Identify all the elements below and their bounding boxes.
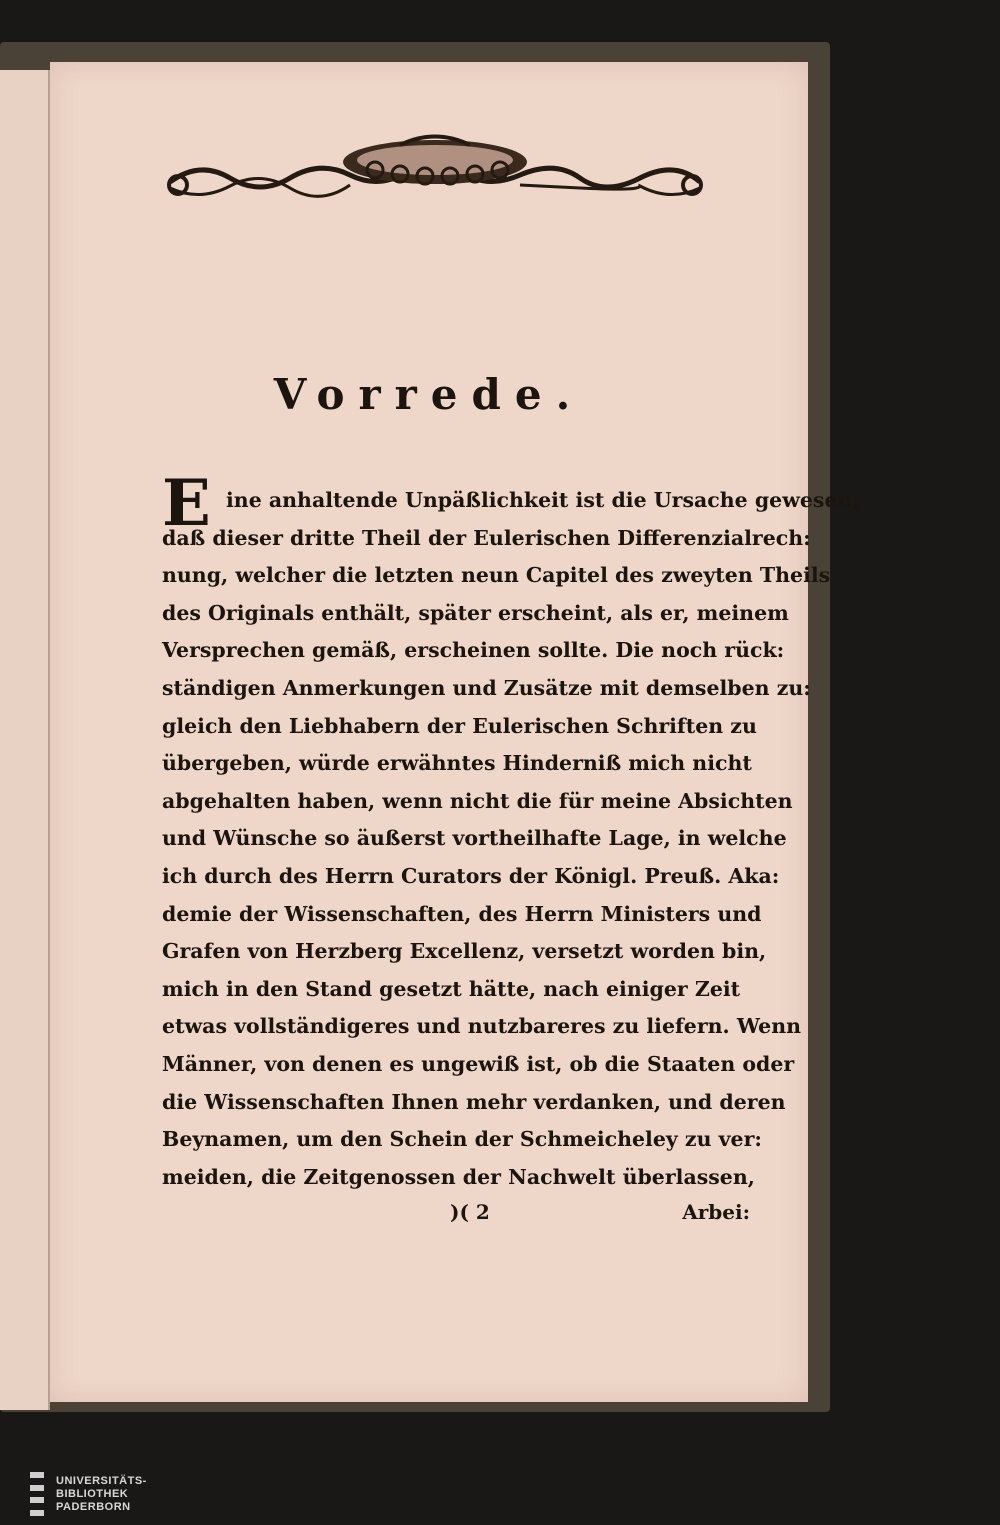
text-line: ständigen Anmerkungen und Zusätze mit demselben zu: (162, 675, 811, 700)
text-line: daß dieser dritte Theil der Eulerischen Differenzialrech: (162, 525, 811, 550)
text-line: Grafen von Herzberg Excellenz, versetzt worden bin, (162, 939, 767, 964)
library-logo (30, 1472, 147, 1516)
drop-capital: E (162, 466, 211, 541)
text-line: die Wissenschaften Ihnen mehr verdanken, und deren (162, 1089, 786, 1114)
text-line: Versprechen gemäß, erscheinen sollte. Die noch rück: (162, 638, 785, 663)
text-line: ich durch des Herrn Curators der Königl. Preuß. Aka: (162, 863, 780, 888)
text-line: und Wünsche so äußerst vortheilhafte Lage, in welche (162, 826, 787, 851)
text-line: übergeben, würde erwähntes Hinderniß mich nicht (162, 751, 752, 776)
library-logo-icon (30, 1472, 44, 1516)
book-page (50, 62, 860, 1402)
text-line: Männer, von denen es ungewiß ist, ob die Staaten oder (162, 1051, 795, 1076)
page-title: Vorrede. (273, 370, 585, 419)
text-line: nung, welcher die letzten neun Capitel des zweyten Theils (162, 563, 831, 588)
text-line: Beynamen, um den Schein der Schmeicheley zu ver: (162, 1127, 762, 1152)
catchword: Arbei: (682, 1200, 750, 1224)
text-line: meiden, die Zeitgenossen der Nachwelt überlassen, (162, 1164, 755, 1189)
decorative-headpiece (160, 130, 710, 210)
text-line: des Originals enthält, später erscheint, als er, meinem (162, 600, 789, 625)
text-line: abgehalten haben, wenn nicht die für meine Absichten (162, 788, 793, 813)
text-line: gleich den Liebhabern der Eulerischen Schriften zu (162, 713, 757, 738)
signature-mark: )( 2 (450, 1200, 490, 1224)
text-line: mich in den Stand gesetzt hätte, nach einiger Zeit (162, 976, 741, 1001)
text-line: etwas vollständigeres und nutzbareres zu liefern. Wenn (162, 1014, 802, 1039)
text-line: ine anhaltende Unpäßlichkeit ist die Ursache gewesen, (226, 488, 860, 512)
body-text (162, 482, 860, 1196)
text-line: demie der Wissenschaften, des Herrn Ministers und (162, 901, 762, 926)
left-page-edge (0, 70, 50, 1410)
library-name: UNIVERSITÄTS- BIBLIOTHEK PADERBORN (56, 1474, 147, 1513)
